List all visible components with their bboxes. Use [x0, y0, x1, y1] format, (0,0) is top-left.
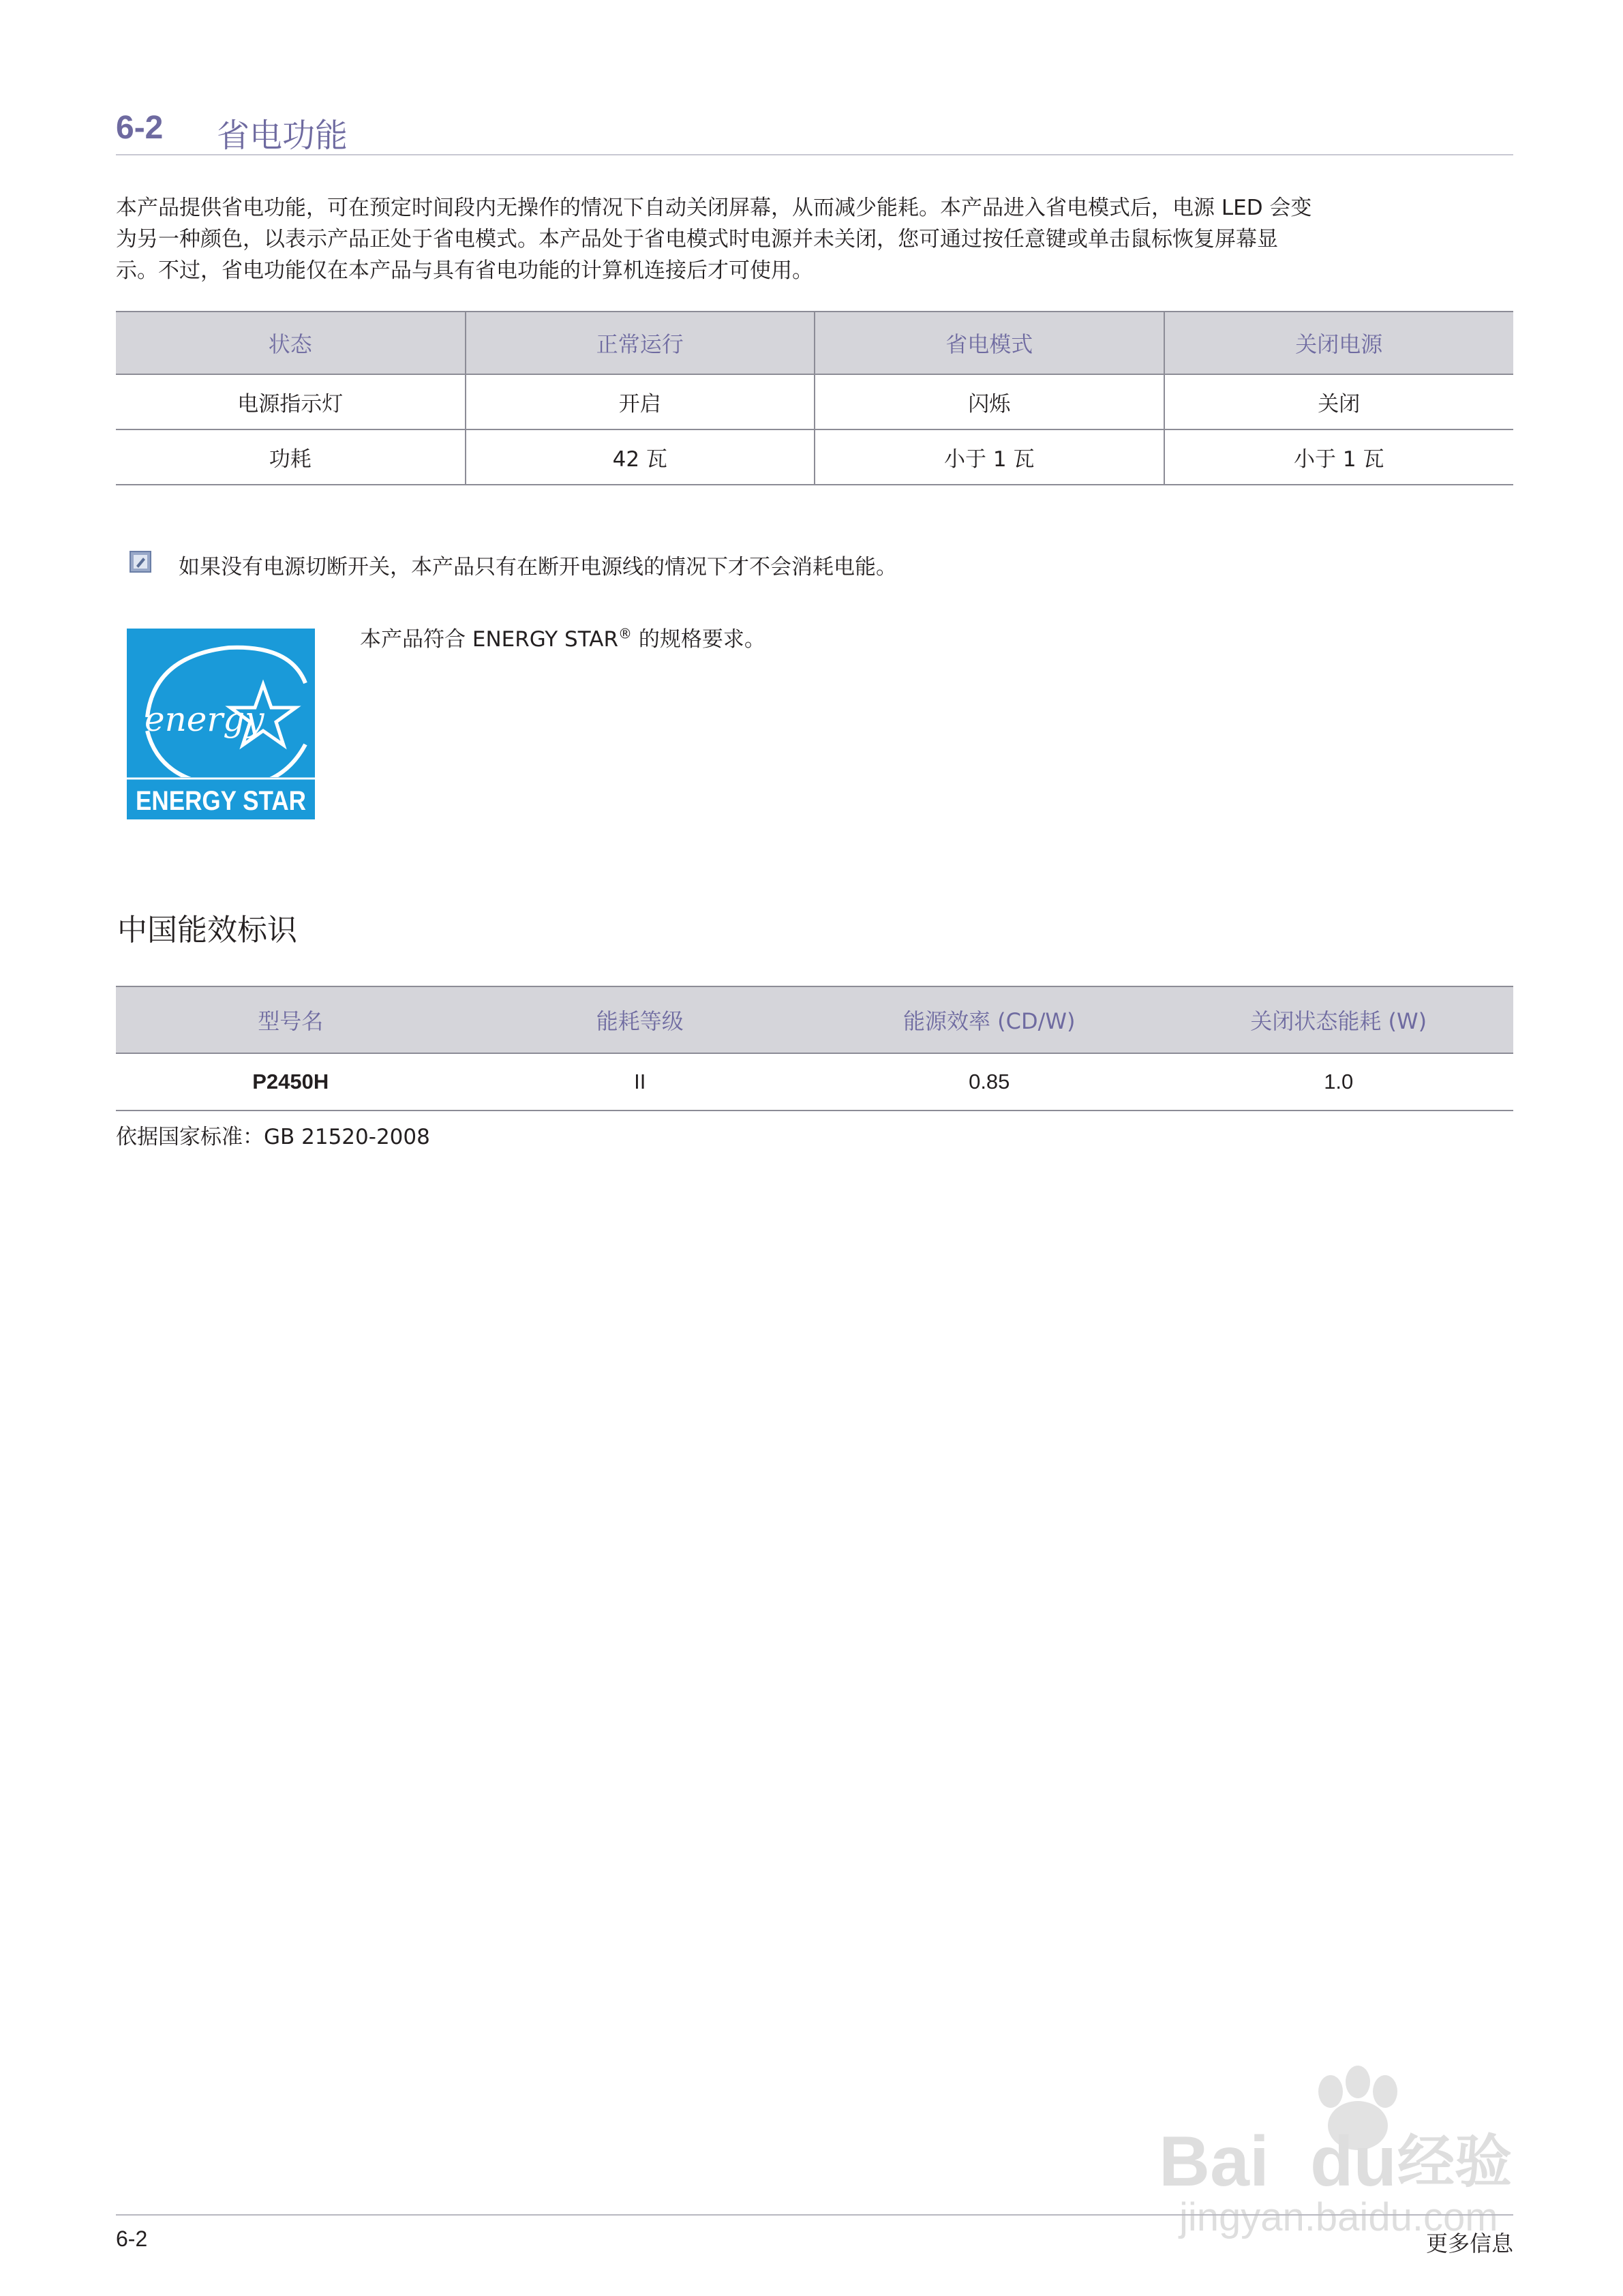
table-cell: 闪烁: [815, 374, 1164, 429]
note-icon: [130, 551, 151, 573]
national-standard-text: 依据国家标准：GB 21520-2008: [116, 1125, 430, 1149]
model-cell: P2450H: [116, 1053, 466, 1111]
china-energy-label-title: 中国能效标识: [117, 913, 297, 948]
column-header-model: 型号名: [116, 986, 466, 1053]
china-energy-label-table: [116, 986, 1513, 1111]
footer-page-number: 6-2: [116, 2226, 148, 2251]
watermark-url: jingyan.baidu.com: [1179, 2195, 1498, 2239]
logo-script-text: energy: [145, 699, 264, 739]
note-text: 如果没有电源切断开关，本产品只有在断开电源线的情况下才不会消耗电能。: [179, 555, 897, 579]
energy-star-statement: [360, 622, 765, 652]
off-power-cell: 1.0: [1164, 1053, 1514, 1111]
table-row: [116, 374, 1513, 429]
logo-label-text: ENERGY STAR: [136, 786, 307, 816]
intro-line: 本产品提供省电功能，可在预定时间段内无操作的情况下自动关闭屏幕，从而减少能耗。本产品进入省电模式后，电源 LED 会变: [116, 196, 1312, 220]
statement-text-end: 的规格要求。: [631, 627, 765, 652]
statement-text: 本产品符合 ENERGY STAR: [360, 627, 618, 652]
footer-rule: [116, 2214, 1513, 2216]
watermark-brand: Bai: [1159, 2122, 1269, 2201]
section-title: 省电功能: [217, 117, 348, 155]
table-row: [116, 429, 1513, 485]
table-cell: 小于 1 瓦: [815, 429, 1164, 485]
registered-mark: ®: [618, 625, 632, 642]
footer-section-name: 更多信息: [1425, 2231, 1513, 2256]
table-header-row: [116, 312, 1513, 374]
table-cell: 42 瓦: [466, 429, 815, 485]
column-header-power-off: 关闭电源: [1164, 312, 1514, 374]
column-header-normal: 正常运行: [466, 312, 815, 374]
table-header-row: [116, 986, 1513, 1053]
table-row: [116, 1053, 1513, 1111]
column-header-off-power: 关闭状态能耗 (W): [1164, 986, 1514, 1053]
column-header-state: 状态: [116, 312, 466, 374]
table-cell: 关闭: [1164, 374, 1514, 429]
watermark-suffix: 经验: [1397, 2128, 1513, 2195]
intro-line: 为另一种颜色，以表示产品正处于省电模式。本产品处于省电模式时电源并未关闭，您可通过按任意键或单击鼠标恢复屏幕显: [116, 227, 1278, 252]
table-cell: 开启: [466, 374, 815, 429]
energy-star-logo: [127, 629, 315, 819]
efficiency-cell: 0.85: [815, 1053, 1164, 1111]
section-header: [116, 102, 1513, 155]
grade-cell: II: [466, 1053, 815, 1111]
table-cell: 小于 1 瓦: [1164, 429, 1514, 485]
column-header-efficiency: 能源效率 (CD/W): [815, 986, 1164, 1053]
table-cell: 功耗: [116, 429, 466, 485]
intro-line: 示。不过，省电功能仅在本产品与具有省电功能的计算机连接后才可使用。: [116, 258, 813, 283]
table-cell: 电源指示灯: [116, 374, 466, 429]
column-header-power-saving: 省电模式: [815, 312, 1164, 374]
watermark-brand-2: du: [1310, 2122, 1397, 2201]
column-header-grade: 能耗等级: [466, 986, 815, 1053]
section-number: 6-2: [116, 110, 164, 146]
intro-paragraph: [116, 192, 1520, 286]
power-state-table: [116, 311, 1513, 485]
